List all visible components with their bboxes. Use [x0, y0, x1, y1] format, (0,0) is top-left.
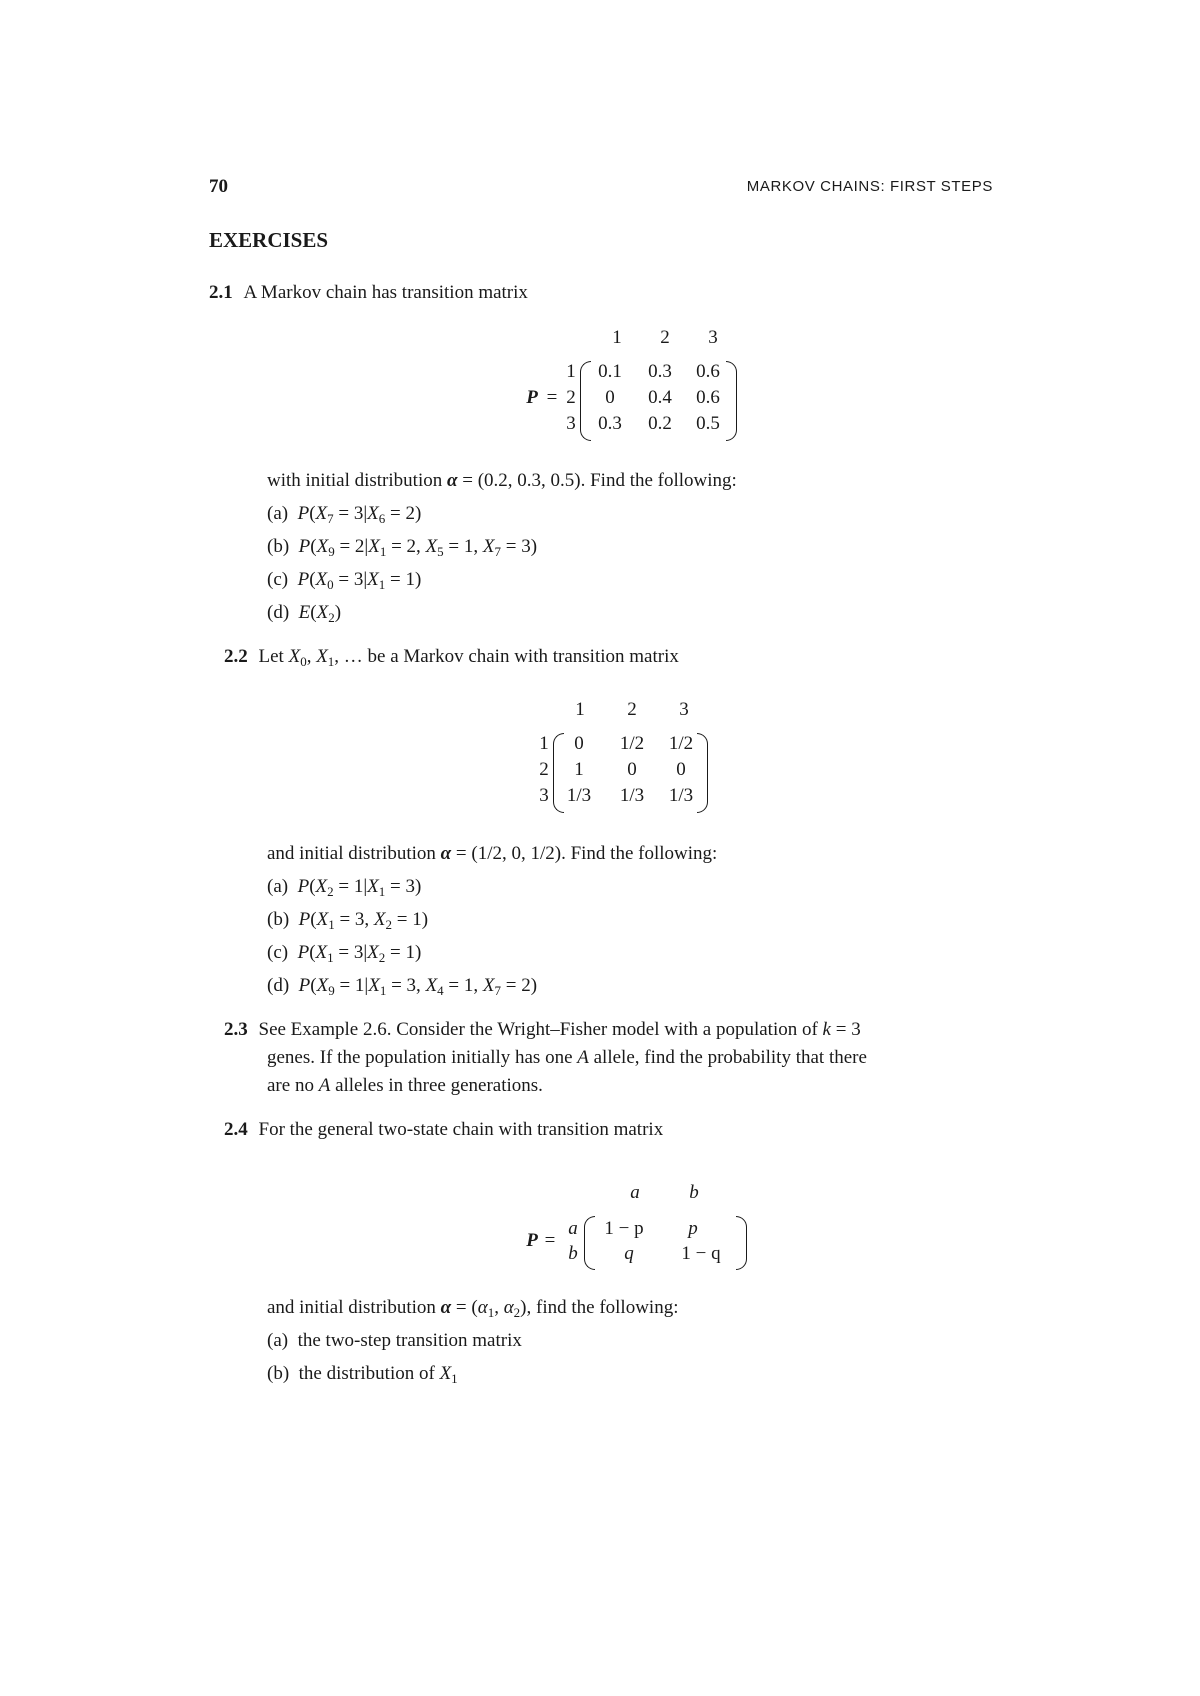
part-label: (a) — [267, 1330, 289, 1351]
part-c: (c) $P(X_0 = 3|X_1 = 1)$ — [267, 569, 422, 592]
exercise-number: 2.2 — [224, 646, 248, 667]
part-d: (d) $P(X_9 = 1|X_1 = 3$, $X_4 = 1$, $X_7 = 2$) — [267, 975, 538, 998]
row-label: 3 — [539, 785, 549, 806]
part-label: (b) — [267, 1363, 290, 1384]
matrix-symbol: P — [526, 1230, 538, 1251]
exercise-number: 2.3 — [224, 1019, 248, 1040]
matrix-cell: 1/3 — [566, 785, 592, 806]
part-a: (a) $P(X_2 = 1|X_1 = 3)$ — [267, 876, 422, 899]
matrix-cell: q — [624, 1243, 634, 1264]
alpha-symbol: α — [440, 843, 452, 864]
col-label: 1 — [612, 327, 622, 348]
matrix-cell: 1 − q — [681, 1243, 721, 1264]
col-label: 1 — [575, 699, 585, 720]
initial-distribution-2-1 — [267, 470, 737, 492]
text: allele, find the probability that there — [588, 1047, 867, 1068]
transition-matrix-2-2 — [525, 697, 735, 817]
exercise-2-3-line3 — [267, 1075, 543, 1097]
text: Let — [258, 646, 289, 667]
part-label: (a) — [267, 503, 289, 524]
row-label: 3 — [566, 413, 576, 434]
text: genes. If the population initially has one — [267, 1047, 578, 1068]
matrix-cell: 0.1 — [598, 361, 622, 382]
text: ), find the following: — [520, 1297, 679, 1318]
col-label: 2 — [660, 327, 670, 348]
matrix-cell: 0.6 — [696, 387, 720, 408]
matrix-cell: 0.6 — [696, 361, 720, 382]
text: alleles in three generations. — [330, 1075, 543, 1096]
part-label: (b) — [267, 536, 290, 557]
matrix-cell: 0.4 — [648, 387, 672, 408]
part-text: the two-step transition matrix — [297, 1330, 522, 1351]
row-label: a — [568, 1218, 578, 1239]
part-text: the distribution of — [298, 1363, 440, 1384]
matrix-cell: 0.3 — [598, 413, 622, 434]
transition-matrix-2-4 — [520, 1180, 750, 1280]
row-label: 1 — [566, 361, 576, 382]
text: and initial distribution — [267, 1297, 441, 1318]
section-title: EXERCISES — [209, 228, 329, 252]
row-label: 2 — [566, 387, 576, 408]
matrix-cell: 0 — [605, 387, 615, 408]
part-b: (b) the distribution of $X_1$ — [267, 1363, 458, 1386]
text: with initial distribution — [267, 470, 447, 491]
matrix-equals: = — [544, 1230, 556, 1251]
matrix-cell: 0.2 — [648, 413, 672, 434]
exercise-2-4-intro — [224, 1119, 663, 1141]
part-b: (b) $P(X_9 = 2|X_1 = 2$, $X_5 = 1$, $X_7 = 3$) — [267, 536, 538, 559]
variable: k — [822, 1019, 831, 1040]
matrix-equals: = — [546, 387, 558, 408]
text: = (1/2, 0, 1/2). Find the following: — [451, 843, 718, 864]
text: = (0.2, 0.3, 0.5). Find the following: — [457, 470, 737, 491]
row-label: b — [568, 1243, 578, 1264]
exercise-text: A Markov chain has transition matrix — [243, 282, 528, 303]
exercise-2-3-line2 — [267, 1047, 867, 1069]
running-head: MARKOV CHAINS: FIRST STEPS — [746, 178, 993, 195]
col-label: 3 — [708, 327, 718, 348]
alpha-symbol: α — [446, 470, 458, 491]
part-label: (d) — [267, 602, 290, 623]
text: be a Markov chain with transition matrix — [367, 646, 679, 667]
text: See Example 2.6. Consider the Wright–Fisher model with a population of — [258, 1019, 823, 1040]
matrix-symbol: P — [526, 387, 538, 408]
text: = 3 — [830, 1019, 861, 1040]
text: and initial distribution — [267, 843, 441, 864]
exercise-number: 2.4 — [224, 1119, 248, 1140]
col-label: a — [630, 1182, 640, 1203]
col-label: b — [689, 1182, 699, 1203]
matrix-cell: 0 — [676, 759, 686, 780]
row-label: 1 — [539, 733, 549, 754]
matrix-cell: 1/2 — [668, 733, 694, 754]
row-label: 2 — [539, 759, 549, 780]
matrix-cell: 0.5 — [696, 413, 720, 434]
exercise-2-1-intro — [209, 282, 528, 304]
alpha-symbol: α — [440, 1297, 452, 1318]
matrix-cell: 1/3 — [619, 785, 645, 806]
col-label: 3 — [679, 699, 689, 720]
matrix-cell: 1/3 — [668, 785, 694, 806]
part-a: (a) $P(X_7 = 3|X_6 = 2)$ — [267, 503, 422, 526]
part-label: (a) — [267, 876, 289, 897]
matrix-cell: 0 — [627, 759, 637, 780]
part-b: (b) $P(X_1 = 3$, $X_2 = 1$) — [267, 909, 429, 932]
part-label: (c) — [267, 942, 289, 963]
part-c: (c) $P(X_1 = 3|X_2 = 1)$ — [267, 942, 422, 965]
text: For the general two-state chain with transition matrix — [258, 1119, 664, 1140]
exercise-2-3-line1 — [224, 1019, 861, 1041]
part-label: (d) — [267, 975, 290, 996]
page-number: 70 — [209, 176, 228, 197]
variable: A — [318, 1075, 331, 1096]
variable: A — [577, 1047, 589, 1068]
part-label: (b) — [267, 909, 290, 930]
matrix-cell: 1/2 — [619, 733, 645, 754]
transition-matrix-2-1 — [520, 325, 740, 445]
part-d: (d) $E(X_2)$ — [267, 602, 342, 625]
matrix-cell: 1 — [574, 759, 584, 780]
exercise-number: 2.1 — [209, 282, 233, 303]
col-label: 2 — [627, 699, 637, 720]
matrix-cell: 0 — [574, 733, 584, 754]
initial-distribution-2-2 — [267, 843, 717, 865]
exercise-2-2-intro: 2.2 Let $X_0$, $X_1$, … be a Markov chain with transition matrix — [224, 646, 679, 669]
matrix-cell: 0.3 — [648, 361, 672, 382]
initial-distribution-2-4: and initial distribution $\alpha = (\alpha_1$, $\alpha_2$), find the following: — [267, 1297, 679, 1320]
part-label: (c) — [267, 569, 289, 590]
part-a — [267, 1330, 522, 1352]
matrix-cell: p — [688, 1218, 698, 1239]
right-bracket — [736, 1216, 747, 1270]
text: are no — [267, 1075, 319, 1096]
matrix-cell: 1 − p — [604, 1218, 644, 1239]
